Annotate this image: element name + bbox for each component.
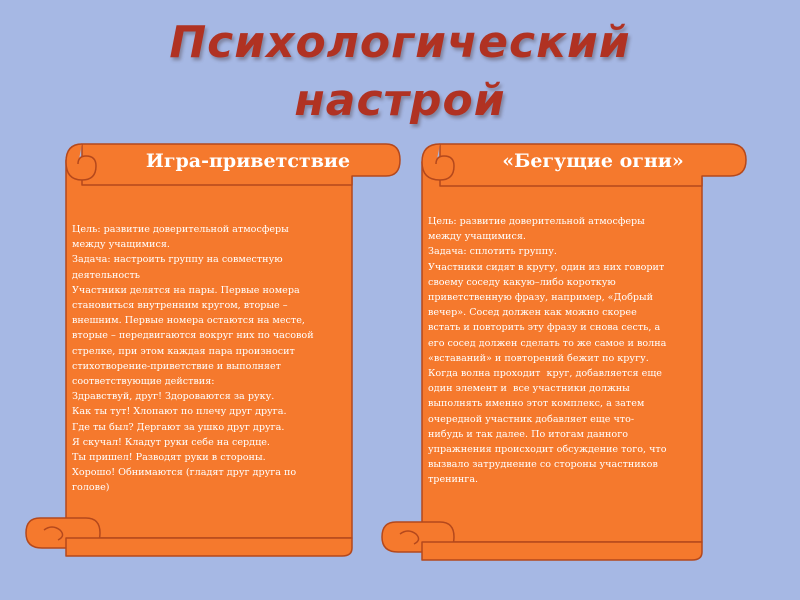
right-scroll-line: упражнения происходит обсуждение того, что (428, 444, 667, 456)
left-scroll-line: Участники делятся на пары. Первые номера (72, 284, 300, 296)
left-scroll-line: Здравствуй, друг! Здороваются за руку. (72, 391, 275, 403)
left-scroll-line: вторые – передвигаются вокруг них по часовой (72, 330, 314, 342)
right-scroll-line: «вставаний» и повторений бежит по кругу. (428, 352, 649, 364)
left-scroll-line: Цель: развитие доверительной атмосферы (72, 224, 289, 235)
left-scroll-line: между учащимися. (72, 239, 170, 251)
right-scroll-line: своему соседу какую–либо короткую (428, 276, 616, 288)
left-scroll-line: стихотворение-приветствие и выполняет (72, 360, 281, 372)
right-scroll-line: приветственную фразу, например, «Добрый (428, 292, 654, 304)
right-scroll-line: выполнять именно этот комплекс, а затем (428, 398, 645, 410)
left-scroll-line: Задача: настроить группу на совместную (72, 254, 283, 266)
right-scroll-line: Цель: развитие доверительной атмосферы (428, 216, 645, 227)
slide-title-line-1: Психологический (169, 17, 631, 68)
left-scroll-line: Я скучал! Кладут руки себе на сердце. (72, 436, 270, 448)
right-scroll-line: нибудь и так далее. По итогам данного (428, 428, 629, 440)
right-scroll-line: Когда волна проходит круг, добавляется еще (428, 368, 662, 380)
left-scroll-line: голове) (72, 482, 110, 494)
right-scroll-line: между учащимися. (428, 231, 526, 243)
left-scroll-line: Как ты тут! Хлопают по плечу друг друга. (72, 406, 287, 418)
slide-title-line-2: настрой (294, 75, 506, 126)
right-scroll-line: встать и повторить эту фразу и снова сесть, а (428, 322, 661, 334)
right-scroll-line: тренинга. (428, 474, 479, 486)
right-scroll-line: его сосед должен сделать то же самое и волна (428, 337, 667, 349)
right-scroll-line: очередной участник добавляет еще что- (428, 413, 635, 425)
left-scroll-line: Ты пришел! Разводят руки в стороны. (72, 452, 266, 464)
left-scroll-line: Где ты был? Дергают за ушко друг друга. (72, 421, 285, 433)
right-scroll-line: вызвало затруднение со стороны участников (428, 459, 658, 471)
left-scroll-line: становиться внутренним кругом, вторые – (72, 300, 288, 312)
right-scroll-line: Участники сидят в кругу, один из них говорит (428, 261, 665, 273)
right-scroll-line: Задача: сплотить группу. (428, 246, 557, 258)
right-scroll-text (428, 214, 700, 488)
left-scroll-line: деятельность (72, 269, 141, 281)
left-scroll-line: стрелке, при этом каждая пара произносит (72, 345, 295, 357)
left-scroll-bottom-roll (66, 538, 352, 556)
left-scroll-line: соответствующие действия: (72, 376, 215, 388)
right-scroll-bottom-roll (422, 542, 702, 560)
right-scroll-line: один элемент и все участники должны (428, 383, 630, 395)
left-scroll-line: Хорошо! Обнимаются (гладят друг друга по (72, 467, 297, 479)
left-scroll-heading: Игра-приветствие (145, 150, 351, 172)
left-scroll-text (72, 222, 348, 496)
left-scroll-line: внешним. Первые номера остаются на месте, (72, 315, 305, 327)
right-scroll-line: вечер». Сосед должен как можно скорее (428, 307, 637, 319)
right-scroll-heading: «Бегущие огни» (502, 150, 684, 172)
